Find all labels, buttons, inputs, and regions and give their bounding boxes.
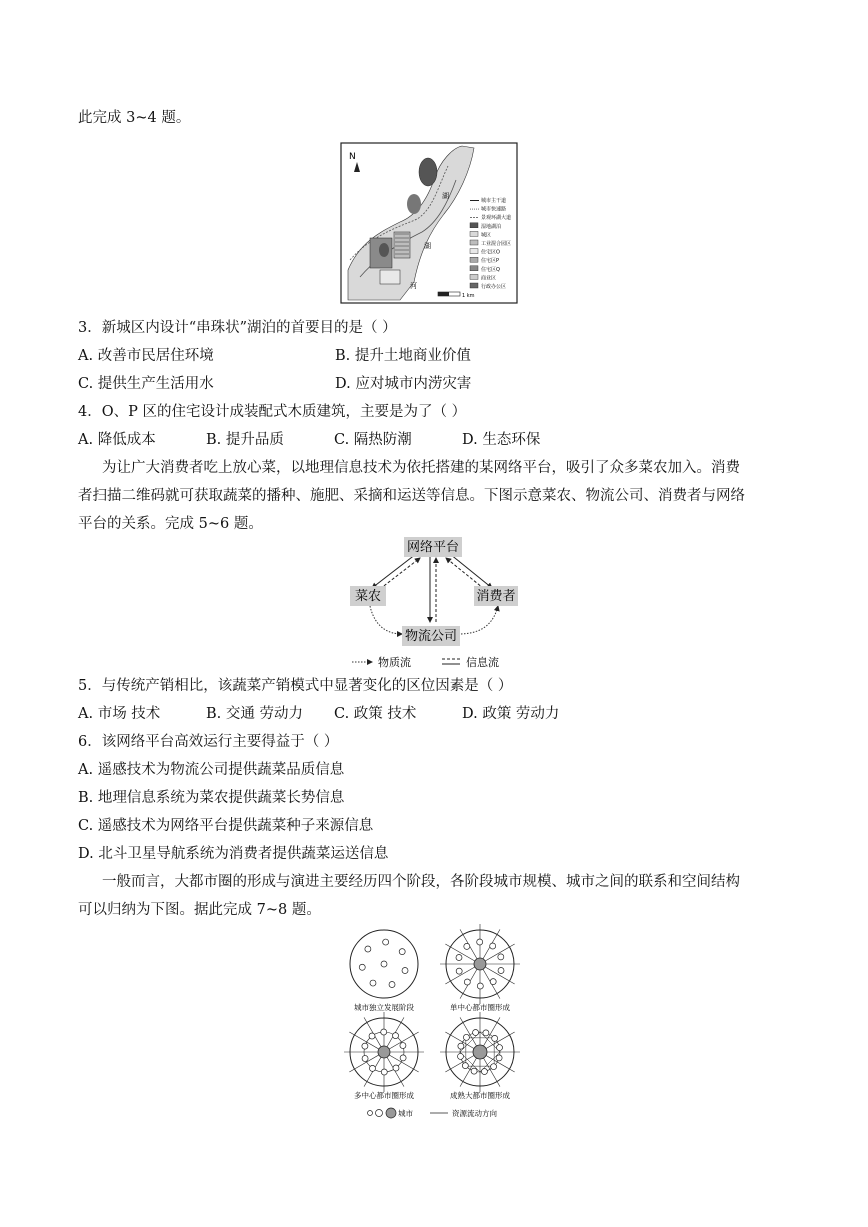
platform-label: 网络平台 (406, 540, 460, 555)
metro-city-core (378, 1046, 390, 1058)
logistics-label: 物流公司 (404, 629, 458, 644)
metro-city-core (473, 1045, 487, 1059)
q4-stem: 4．O、P 区的住宅设计成装配式木质建筑，主要是为了（ ） (78, 404, 467, 420)
passage2-line-3: 平台的关系。完成 5~6 题。 (78, 516, 263, 532)
new-city-map (340, 142, 518, 304)
legend-flow: 资源流动方向 (452, 1109, 497, 1118)
metro-city-small (456, 954, 462, 960)
metro-city-small (483, 1030, 489, 1036)
map-legend-swatch (470, 240, 478, 245)
metro-city-small (383, 939, 389, 945)
map-legend-swatch (470, 283, 478, 288)
map-legend-label: 城市快速路 (481, 206, 507, 213)
metro-city-small (471, 1068, 477, 1074)
farmer-label: 菜农 (354, 589, 382, 604)
passage2-line-1: 为让广大消费者吃上放心菜，以地理信息技术为依托搭建的某网络平台，吸引了众多菜农加入。消费 (102, 460, 740, 476)
legend-city: 城市 (398, 1109, 413, 1118)
map-legend-label: 湿地湖泊 (481, 223, 502, 230)
legend-info: 信息流 (466, 656, 499, 669)
metro-city-small (381, 1069, 387, 1075)
q5-option-b: B. 交通 劳动力 (206, 706, 303, 722)
metro-city-small (477, 939, 483, 945)
metro-stages-diagram (338, 924, 534, 1124)
metro-city-core (474, 958, 486, 970)
scale-label: 1 km (462, 293, 475, 299)
metro-city-small (400, 1055, 406, 1061)
metro-city-small (370, 980, 376, 986)
metro-city-small (464, 979, 470, 985)
metro-city-small (477, 983, 483, 989)
q4-option-b: B. 提升品质 (206, 432, 284, 448)
metro-city-small (393, 1065, 399, 1071)
map-legend-label: 行政办公区 (481, 284, 507, 290)
map-legend-swatch (470, 231, 478, 236)
map-legend-label: 住宅区P (481, 258, 500, 265)
q3-stem: 3．新城区内设计“串珠状”湖泊的首要目的是（ ） (78, 320, 397, 336)
metro-city-small (399, 949, 405, 955)
stage4-label: 成熟大都市圈形成 (450, 1091, 510, 1100)
q6-option-b: B. 地理信息系统为菜农提供蔬菜长势信息 (78, 790, 345, 806)
q6-stem: 6．该网络平台高效运行主要得益于（ ） (78, 734, 339, 750)
lake-label-2: 湖 (424, 242, 431, 250)
metro-city-small (492, 1035, 498, 1041)
stage3-label: 多中心都市圈形成 (354, 1091, 414, 1100)
q5-option-c: C. 政策 技术 (334, 706, 417, 722)
map-legend-swatch (470, 223, 478, 228)
metro-city-small (369, 1033, 375, 1039)
map-legend-label: 景观环湖大道 (481, 215, 512, 222)
metro-city-small (497, 1045, 503, 1051)
map-legend-label: 工业混合园区 (481, 241, 512, 247)
map-legend-swatch (470, 274, 478, 279)
q3-option-c: C. 提供生产生活用水 (78, 376, 214, 392)
metro-city-small (369, 1065, 375, 1071)
metro-city-small (491, 1064, 497, 1070)
q6-option-a: A. 遥感技术为物流公司提供蔬菜品质信息 (78, 762, 345, 778)
metro-city-small (362, 1055, 368, 1061)
metro-city-small (498, 968, 504, 974)
q5-option-a: A. 市场 技术 (78, 706, 161, 722)
metro-city-small (400, 1043, 406, 1049)
q4-option-d: D. 生态环保 (462, 432, 541, 448)
q4-option-c: C. 隔热防潮 (334, 432, 412, 448)
metro-city-small (381, 961, 387, 967)
north-label: N (349, 152, 356, 162)
passage3-line-2: 可以归纳为下图。据此完成 7~8 题。 (78, 902, 321, 918)
q3-option-a: A. 改善市民居住环境 (78, 348, 214, 364)
map-legend-label: 商业区 (481, 275, 497, 282)
metro-city-small (464, 943, 470, 949)
metro-city-small (365, 946, 371, 952)
metro-city-small (463, 1034, 469, 1040)
metro-city-small (462, 1063, 468, 1069)
flow-diagram (346, 534, 522, 672)
metro-city-small (490, 979, 496, 985)
metro-city-small (496, 1055, 502, 1061)
map-legend-swatch (470, 249, 478, 254)
lake-label: 湖 (442, 192, 449, 200)
map-legend-swatch (470, 257, 478, 262)
q3-option-d: D. 应对城市内涝灾害 (335, 376, 472, 392)
q3-option-b: B. 提升土地商业价值 (335, 348, 471, 364)
map-legend-swatch (470, 266, 478, 271)
metro-city-small (481, 1069, 487, 1075)
metro-city-small (490, 943, 496, 949)
metro-city-small (402, 968, 408, 974)
q6-option-d: D. 北斗卫星导航系统为消费者提供蔬菜运送信息 (78, 846, 389, 862)
metro-city-small (389, 981, 395, 987)
stage2-label: 单中心都市圈形成 (450, 1003, 510, 1012)
map-legend-label: 住宅区O (481, 249, 500, 256)
metro-city-small (359, 964, 365, 970)
consumer-label: 消费者 (476, 589, 516, 604)
metro-city-small (456, 968, 462, 974)
q4-option-a: A. 降低成本 (78, 432, 156, 448)
metro-city-small (381, 1029, 387, 1035)
stage1-label: 城市独立发展阶段 (354, 1003, 414, 1012)
intro-previous-line: 此完成 3~4 题。 (78, 110, 191, 126)
metro-city-small (498, 954, 504, 960)
metro-city-small (457, 1053, 463, 1059)
map-legend-label: 城市主干道 (481, 198, 507, 204)
passage2-line-2: 者扫描二维码就可获取蔬菜的播种、施肥、采摘和运送等信息。下图示意菜农、物流公司、消费者与网络 (78, 488, 745, 504)
legend-material: 物质流 (378, 656, 411, 669)
q6-option-c: C. 遥感技术为网络平台提供蔬菜种子来源信息 (78, 818, 374, 834)
map-legend-label: 城区 (481, 232, 492, 239)
metro-city-small (473, 1029, 479, 1035)
metro-city-small (458, 1043, 464, 1049)
q5-stem: 5．与传统产销相比，该蔬菜产销模式中显著变化的区位因素是（ ） (78, 678, 513, 694)
river-label: 河 (410, 282, 417, 290)
map-legend-label: 住宅区Q (481, 266, 500, 273)
metro-city-small (393, 1033, 399, 1039)
q5-option-d: D. 政策 劳动力 (462, 706, 560, 722)
passage3-line-1: 一般而言，大都市圈的形成与演进主要经历四个阶段，各阶段城市规模、城市之间的联系和空间结构 (102, 874, 740, 890)
metro-city-small (362, 1043, 368, 1049)
